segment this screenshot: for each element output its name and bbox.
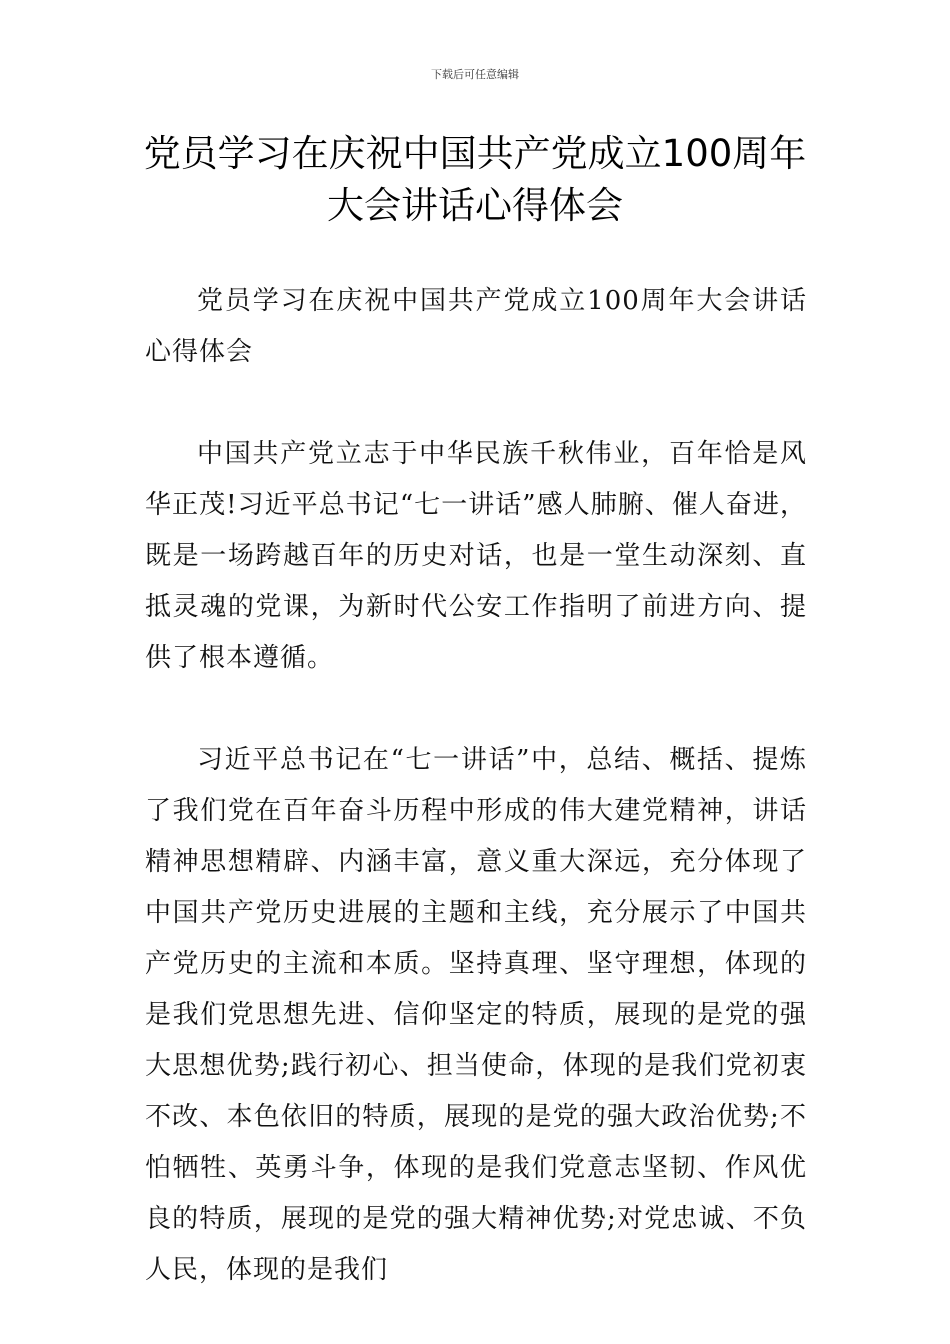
header-note: 下载后可任意编辑 [431, 68, 519, 81]
paragraph-spacer [145, 684, 807, 735]
title-line-2: 大会讲话心得体会 [327, 184, 623, 227]
paragraph-spacer [145, 378, 807, 429]
paragraph-intro: 党员学习在庆祝中国共产党成立100周年大会讲话心得体会 [145, 286, 807, 367]
document-title [100, 128, 850, 232]
paragraph-1: 中国共产党立志于中华民族千秋伟业，百年恰是风华正茂!习近平总书记“七一讲话”感人肺腑、催人奋进，既是一场跨越百年的历史对话，也是一堂生动深刻、直抵灵魂的党课，为新时代公安工作指明了前进方向、提供了根本遵循。 [145, 439, 807, 673]
paragraph-2: 习近平总书记在“七一讲话”中，总结、概括、提炼了我们党在百年奋斗历程中形成的伟大建党精神，讲话精神思想精辟、内涵丰富，意义重大深远，充分体现了中国共产党历史进展的主题和主线，充分展示了中国共产党历史的主流和本质。坚持真理、坚守理想，体现的是我们党思想先进、信仰坚定的特质，展现的是党的强大思想优势;践行初心、担当使命，体现的是我们党初衷不改、本色依旧的特质，展现的是党的强大政治优势;不怕牺牲、英勇斗争，体现的是我们党意志坚韧、作风优良的特质，展现的是党的强大精神优势;对党忠诚、不负人民，体现的是我们 [145, 745, 807, 1285]
document-body [145, 276, 807, 1296]
title-line-1: 党员学习在庆祝中国共产党成立100周年 [143, 132, 807, 175]
